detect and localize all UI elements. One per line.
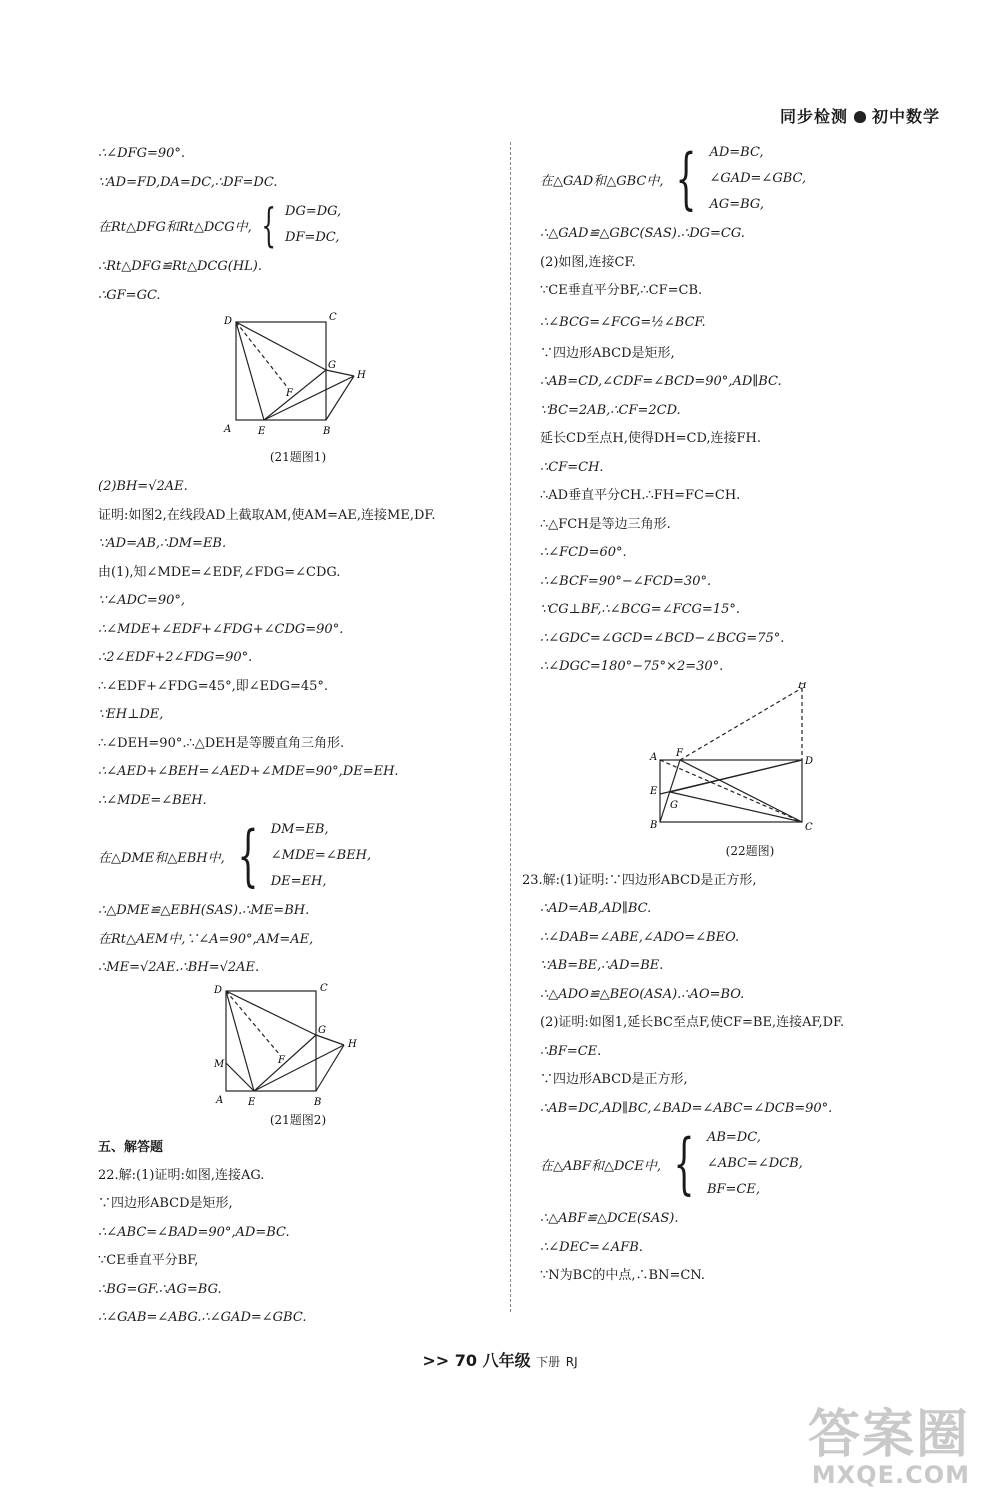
svg-text:G: G [318, 1024, 326, 1036]
geometry-figure [98, 983, 498, 1109]
text-line: ∴AD=AB,AD∥BC. [540, 901, 652, 916]
watermark-logo: 答案圈 [807, 1405, 970, 1465]
edition-label: RJ [565, 1355, 578, 1369]
text-line: 证明:如图2,在线段AD上截取AM,使AM=AE,连接ME,DF. [98, 507, 436, 523]
grade-label: 八年级 [482, 1351, 531, 1370]
text-line: ∴AD垂直平分CH.∴FH=FC=CH. [540, 488, 741, 503]
svg-text:A: A [216, 1094, 224, 1106]
text-line: ∵AD=FD,DA=DC,∴DF=DC. [98, 174, 278, 190]
watermark-url: MXQE.COM [811, 1461, 970, 1489]
text-line: ∴AB=CD,∠CDF=∠BCD=90°,AD∥BC. [540, 374, 782, 389]
brace-icon: { [261, 198, 276, 252]
svg-text:H: H [798, 681, 807, 691]
figure-22 [540, 682, 960, 842]
svg-text:H: H [348, 1038, 357, 1050]
figure-caption: (22题图) [725, 843, 775, 858]
left-column [98, 140, 498, 1333]
text-line: ∴∠DEH=90°.∴△DEH是等腰直角三角形. [98, 735, 345, 751]
svg-text:C: C [329, 312, 337, 323]
page-number: 70 [454, 1351, 477, 1370]
text-line: ∴AB=DC,AD∥BC,∠BAD=∠ABC=∠DCB=90°. [540, 1100, 833, 1116]
text-line: (2)BH=√2AE. [98, 479, 188, 494]
text-line: ∵∠ADC=90°, [98, 593, 185, 608]
text-line: ∴Rt△DFG≌Rt△DCG(HL). [98, 259, 263, 274]
text-line: ∴GF=GC. [98, 287, 161, 303]
text-line: ∴△ADO≌△BEO(ASA).∴AO=BO. [540, 986, 745, 1002]
brace-icon: { [237, 817, 259, 894]
svg-text:G: G [328, 360, 336, 371]
text-line: ∵EH⊥DE, [98, 707, 164, 722]
text-line: ∴∠BCF=90°−∠FCD=30°. [540, 573, 712, 589]
watermark [808, 1392, 970, 1489]
arrows-icon: >> [422, 1351, 450, 1370]
figure-21-1 [98, 310, 498, 448]
figure-caption: (21题图2) [269, 1112, 327, 1127]
svg-text:G: G [670, 799, 678, 811]
svg-text:B: B [314, 1096, 322, 1108]
text-line: ∴∠DEC=∠AFB. [540, 1239, 643, 1255]
figure-caption: (21题图1) [269, 450, 327, 464]
geometry-figure [540, 682, 960, 842]
text-line: ∴∠BCG=∠FCG=½∠BCF. [540, 314, 706, 330]
text-line: (2)如图,连接CF. [540, 254, 636, 270]
text-line: ∵四边形ABCD是正方形, [540, 1072, 688, 1087]
text-line: ∴2∠EDF+2∠FDG=90°. [98, 650, 253, 665]
text-line: ∴△GAD≌△GBC(SAS).∴DG=CG. [540, 226, 745, 241]
text-line: ∴△ABF≌△DCE(SAS). [540, 1211, 679, 1226]
svg-text:M: M [214, 1058, 225, 1070]
svg-text:D: D [214, 984, 223, 996]
text-line: ∴∠ABC=∠BAD=90°,AD=BC. [98, 1224, 290, 1240]
text-line: ∴∠GDC=∠GCD=∠BCD−∠BCG=75°. [540, 630, 785, 646]
text-line: ∵AB=BE,∴AD=BE. [540, 958, 664, 973]
text-line: ∴∠DFG=90°. [98, 146, 186, 161]
text-line: ∴BF=CE. [540, 1043, 602, 1059]
svg-text:D: D [224, 316, 233, 327]
equation-system: 在Rt△DFG和Rt△DCG中, { DG=DG, DF=DC, [98, 198, 342, 252]
svg-text:E: E [258, 426, 266, 437]
page-header [780, 104, 940, 127]
equation-system: 在△GAD和△GBC中, { AD=BC, ∠GAD=∠GBC, AG=BG, [540, 140, 807, 217]
leaf-icon [854, 111, 866, 123]
section-heading: 五、解答题 [98, 1139, 164, 1155]
text-line: ∵四边形ABCD是矩形, [540, 345, 675, 361]
column-divider [510, 142, 511, 1312]
text-line: 22.解:(1)证明:如图,连接AG. [98, 1167, 265, 1183]
subject-title: 初中数学 [871, 107, 940, 126]
text-line: 23.解:(1)证明:∵四边形ABCD是正方形, [522, 872, 757, 888]
svg-text:B: B [650, 819, 658, 831]
text-line: ∴△FCH是等边三角形. [540, 516, 671, 532]
text-line: (2)证明:如图1,延长BC至点F,使CF=BE,连接AF,DF. [540, 1015, 845, 1030]
brace-icon: { [673, 1125, 695, 1202]
svg-text:A: A [650, 751, 658, 763]
svg-text:H: H [357, 370, 366, 381]
svg-text:F: F [676, 747, 683, 759]
book-title: 同步检测 [779, 107, 848, 126]
text-line: ∴∠MDE=∠BEH. [98, 792, 207, 808]
right-column [522, 138, 960, 1291]
geometry-figure [98, 310, 498, 444]
text-line: ∵CE垂直平分BF, [98, 1253, 199, 1268]
svg-text:A: A [224, 424, 232, 435]
text-line: ∵CE垂直平分BF,∴CF=CB. [540, 283, 703, 298]
equation-system: 在△DME和△EBH中, { DM=EB, ∠MDE=∠BEH, DE=EH, [98, 817, 372, 894]
text-line: ∴∠DAB=∠ABE,∠ADO=∠BEO. [540, 929, 740, 945]
svg-text:E: E [650, 785, 658, 797]
text-line: ∴∠GAB=∠ABG.∴∠GAD=∠GBC. [98, 1310, 307, 1325]
svg-text:F: F [286, 388, 293, 399]
text-line: ∴∠DGC=180°−75°×2=30°. [540, 659, 724, 674]
svg-text:F: F [278, 1054, 285, 1066]
equation-system: 在△ABF和△DCE中, { AB=DC, ∠ABC=∠DCB, BF=CE, [540, 1125, 803, 1202]
text-line: 由(1),知∠MDE=∠EDF,∠FDG=∠CDG. [98, 564, 341, 580]
text-line: ∵AD=AB,∴DM=EB. [98, 536, 227, 551]
figure-21-2 [98, 983, 498, 1111]
page-footer [0, 1348, 1000, 1371]
text-line: ∴∠FCD=60°. [540, 545, 627, 560]
text-line: ∴∠AED+∠BEH=∠AED+∠MDE=90°,DE=EH. [98, 764, 399, 779]
text-line: ∴△DME≌△EBH(SAS).∴ME=BH. [98, 903, 310, 918]
text-line: ∵四边形ABCD是矩形, [98, 1196, 233, 1211]
text-line: ∵BC=2AB,∴CF=2CD. [540, 402, 681, 418]
volume-label: 下册 [536, 1355, 561, 1369]
svg-text:C: C [320, 982, 328, 994]
text-line: ∵CG⊥BF,∴∠BCG=∠FCG=15°. [540, 602, 741, 617]
text-line: ∴∠EDF+∠FDG=45°,即∠EDG=45°. [98, 678, 329, 694]
text-line: 在Rt△AEM中,∵∠A=90°,AM=AE, [98, 931, 314, 947]
text-line: ∴ME=√2AE.∴BH=√2AE. [98, 960, 260, 975]
svg-text:D: D [805, 755, 814, 767]
svg-text:C: C [805, 821, 813, 833]
text-line: ∴CF=CH. [540, 459, 604, 475]
svg-text:E: E [248, 1096, 256, 1108]
text-line: 延长CD至点H,使得DH=CD,连接FH. [540, 431, 762, 446]
text-line: ∴∠MDE+∠EDF+∠FDG+∠CDG=90°. [98, 621, 344, 637]
text-line: ∴BG=GF.∴AG=BG. [98, 1281, 222, 1297]
text-line: ∵N为BC的中点,∴BN=CN. [540, 1268, 705, 1283]
svg-text:B: B [323, 426, 331, 437]
brace-icon: { [675, 140, 697, 217]
